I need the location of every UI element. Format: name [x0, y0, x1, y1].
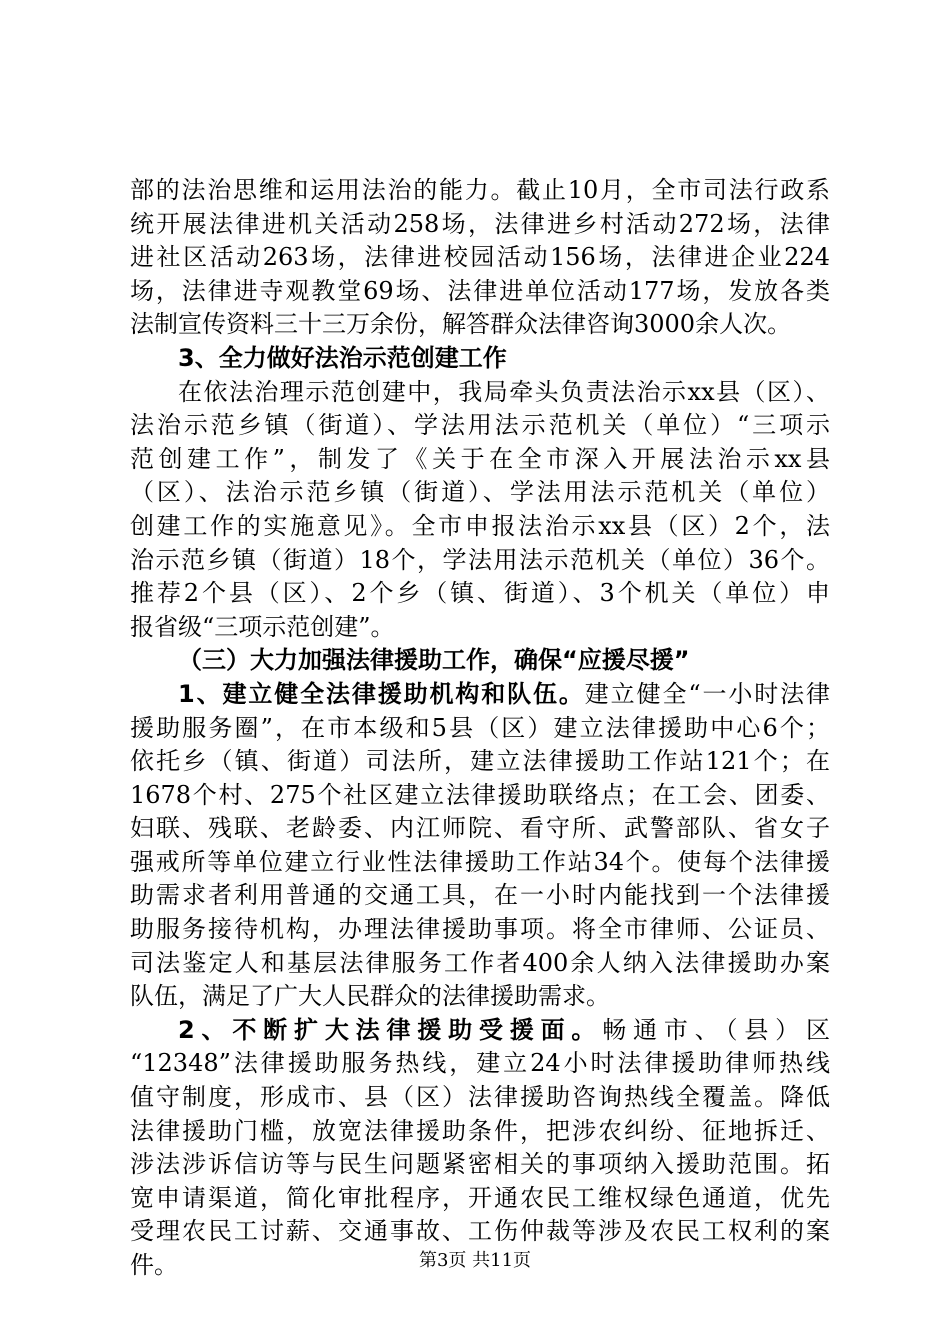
text-line: 件。 [130, 1251, 178, 1279]
text-line: 在依法治理示范创建中，我局牵头负责法治示xx县（区）、 [178, 377, 830, 406]
text-line: 创建工作的实施意见》。全市申报法治示xx县（区）2个，法 [130, 511, 830, 540]
text-line: 治示范乡镇（街道）18个，学法用法示范机关（单位）36个。 [130, 545, 830, 574]
page-footer: 第3页 共11页 [418, 1250, 532, 1271]
text-line: 法律援助门槛，放宽法律援助条件，把涉农纠纷、征地拆迁、 [130, 1116, 830, 1145]
document-body [130, 174, 830, 1283]
text-line: 受理农民工讨薪、交通事故、工伤仲裁等涉及农民工权利的案 [130, 1217, 830, 1246]
text-line: 进社区活动263场，法律进校园活动156场，法律进企业224 [130, 243, 830, 272]
lead-phrase: 1、建立健全法律援助机构和队伍。 [178, 679, 585, 708]
text-line: 1678个村、275个社区建立法律援助联络点；在工会、团委、 [130, 780, 830, 809]
text-line [130, 678, 830, 712]
text-line: 队伍，满足了广大人民群众的法律援助需求。 [130, 982, 610, 1011]
lead-phrase: 2、不断扩大法律援助受援面。 [178, 1015, 603, 1044]
text-line: 妇联、残联、老龄委、内江师院、看守所、武警部队、省女子 [130, 814, 830, 843]
text-line: 助需求者利用普通的交通工具，在一小时内能找到一个法律援 [130, 881, 830, 910]
text-line: 涉法涉诉信访等与民生问题紧密相关的事项纳入援助范围。拓 [130, 1150, 830, 1179]
text-line: 援助服务圈”，在市本级和5县（区）建立法律援助中心6个； [130, 713, 830, 742]
text-line: 宽申请渠道，简化审批程序，开通农民工维权绿色通道，优先 [130, 1183, 830, 1212]
text-line: 值守制度，形成市、县（区）法律援助咨询热线全覆盖。降低 [130, 1083, 830, 1112]
text-line: 助服务接待机构，办理法律援助事项。将全市律师、公证员、 [130, 915, 830, 944]
text-line: 统开展法律进机关活动258场，法律进乡村活动272场，法律 [130, 209, 830, 238]
text-line: 推荐2个县（区）、2个乡（镇、街道）、3个机关（单位）申 [130, 579, 830, 608]
text-line: 范创建工作”，制发了《关于在全市深入开展法治示xx县 [130, 444, 830, 473]
paragraph-demonstration [130, 376, 830, 645]
text-run: 建立健全“一小时法律 [584, 679, 830, 708]
text-line: 依托乡（镇、街道）司法所，建立法律援助工作站121个；在 [130, 747, 830, 776]
text-line: 报省级“三项示范创建”。 [130, 612, 395, 641]
subheading-demonstration: 3、全力做好法治示范创建工作 [178, 343, 507, 372]
paragraph-legal-aid-institutions [130, 678, 830, 1014]
text-run: 畅通市、（县）区 [602, 1015, 830, 1044]
paragraph-legal-aid-coverage [130, 1014, 830, 1283]
text-line [130, 1014, 830, 1048]
text-line: 司法鉴定人和基层法律服务工作者400余人纳入法律援助办案 [130, 948, 830, 977]
text-line: 场，法律进寺观教堂69场、法律进单位活动177场，发放各类 [130, 276, 830, 305]
paragraph-legal-publicity [130, 174, 830, 342]
text-line: 法制宣传资料三十三万余份，解答群众法律咨询3000余人次。 [130, 310, 792, 339]
text-line: 法治示范乡镇（街道）、学法用法示范机关（单位）“三项示 [130, 411, 830, 440]
text-line: （区）、法治示范乡镇（街道）、学法用法示范机关（单位） [130, 478, 830, 507]
text-line: “12348”法律援助服务热线，建立24小时法律援助律师热线 [130, 1049, 830, 1078]
text-line: 强戒所等单位建立行业性法律援助工作站34个。使每个法律援 [130, 847, 830, 876]
text-line: 部的法治思维和运用法治的能力。截止10月，全市司法行政系 [130, 176, 830, 204]
section-heading-legal-aid: （三）大力加强法律援助工作，确保“应援尽援” [178, 646, 690, 675]
